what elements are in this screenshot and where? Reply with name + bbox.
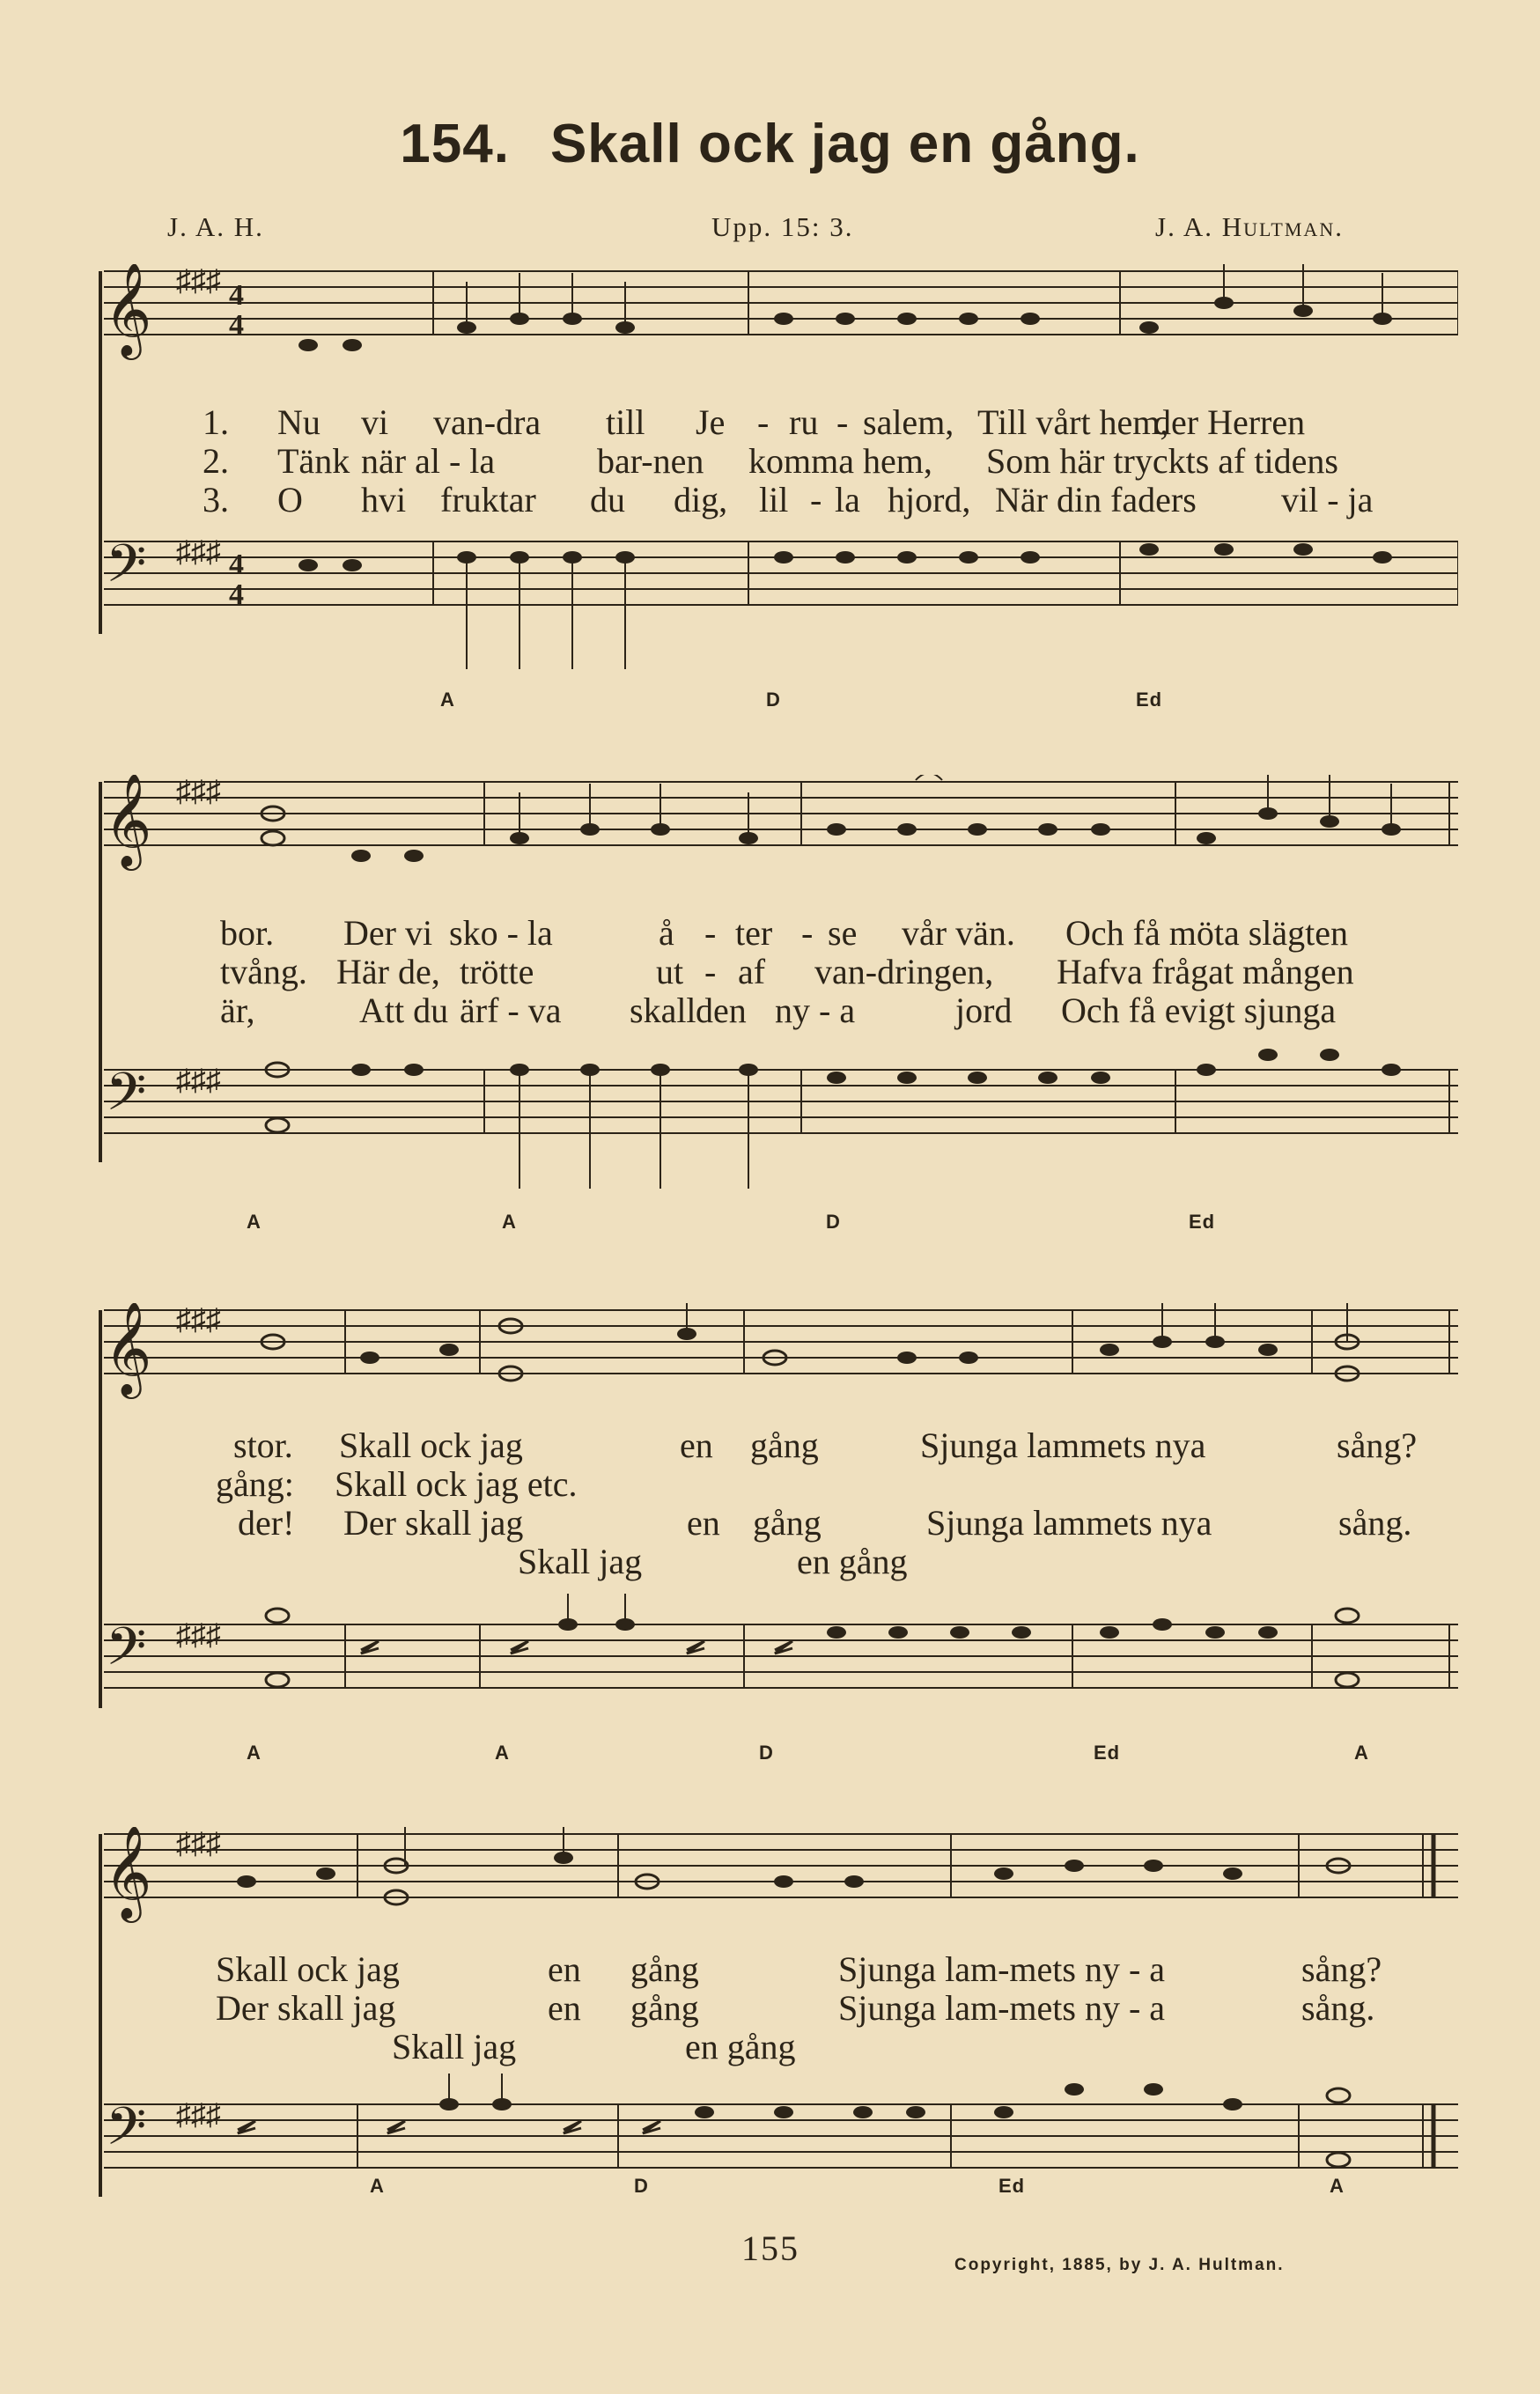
lyric-syllable: - [704,913,717,953]
lyric-syllable: en [680,1425,713,1465]
lyric-syllable: af [738,952,766,991]
svg-text:4: 4 [229,309,244,342]
lyric-syllable: ny - a [775,991,856,1030]
svg-text:♯♯♯: ♯♯♯ [176,1304,221,1337]
lyric-syllable: en gång [797,1542,908,1581]
lyric-syllable: fruktar [440,480,536,519]
chord-label: Ed [1189,1211,1216,1233]
lyric-syllable: Sjunga lam-mets ny - a [838,1949,1166,1989]
lyric-syllable: till [606,402,645,442]
lyric-syllable: - [810,480,822,519]
lyric-syllable: å [659,913,674,953]
svg-text:𝄞: 𝄞 [104,1827,152,1919]
lyric-syllable: sång? [1337,1425,1418,1465]
lyric-syllable: Sjunga lam-mets ny - a [838,1988,1166,2028]
lyric-syllable: se [828,913,858,953]
scripture-reference: Upp. 15: 3. [711,211,854,242]
music-system-2 [97,775,1458,1250]
lyric-syllable: en [687,1503,720,1543]
svg-text:♯♯♯: ♯♯♯ [176,776,221,808]
chord-label: A [247,1211,262,1233]
lyric-syllable: gång [753,1503,822,1543]
lyric-syllable: är, [220,991,255,1030]
hymn-title-line [0,113,1540,175]
lyric-syllable: Sjunga lammets nya [920,1425,1206,1465]
chord-label: A [1330,2175,1345,2197]
lyric-syllable: jord [955,991,1013,1030]
lyric-syllable: O [277,480,303,519]
lyric-syllable: Och få evigt sjunga [1061,991,1337,1030]
lyric-syllable: en gång [685,2027,796,2066]
chord-label: A [495,1742,510,1764]
lyric-syllable: hvi [361,480,407,519]
lyric-syllable: när al - la [361,441,496,481]
lyric-syllable: Skall ock jag etc. [335,1464,578,1504]
lyric-syllable: komma hem, [748,441,932,481]
lyric-syllable: hjord, [888,480,971,519]
svg-text:♯♯♯: ♯♯♯ [176,1828,221,1860]
lyric-syllable: Je [696,402,726,442]
svg-text:4: 4 [229,549,244,581]
lyric-syllable: den [696,991,747,1030]
svg-text:𝄢: 𝄢 [106,533,147,607]
lyric-syllable: Och få möta slägten [1065,913,1348,953]
lyric-syllable: du [590,480,625,519]
music-system-1 [97,264,1458,722]
verse-2-number: 2. [203,441,229,481]
lyric-syllable: stor. [233,1425,293,1465]
lyric-syllable: vi [361,402,389,442]
lyric-syllable: gång [630,1988,699,2028]
lyric-syllable: Der skall jag [216,1988,396,2028]
lyric-syllable: ut [656,952,684,991]
lyric-syllable: ter [735,913,773,953]
lyric-syllable: Här de, [336,952,440,991]
svg-text:𝄞: 𝄞 [104,775,152,866]
lyric-syllable: Skall jag [518,1542,643,1581]
chord-label: A [502,1211,517,1233]
lyric-syllable: der! [238,1503,295,1543]
copyright-notice: Copyright, 1885, by J. A. Hultman. [954,2256,1285,2274]
lyric-syllable: bar-nen [597,441,704,481]
lyric-syllable: gång [750,1425,819,1465]
lyric-syllable: van-dra [433,402,542,442]
lyric-syllable: en [548,1988,581,2028]
lyric-syllable: vil - ja [1281,480,1374,519]
svg-text:♯♯♯: ♯♯♯ [176,1064,221,1097]
lyric-syllable: gång [630,1949,699,1989]
verse-1-number: 1. [203,402,229,442]
lyric-syllable: skall [630,991,696,1030]
chord-label: A [370,2175,385,2197]
lyric-syllable: Der skall jag [343,1503,524,1543]
lyric-syllable: dig, [674,480,728,519]
lyric-syllable: Som här tryckts af tidens [986,441,1338,481]
chord-label: D [759,1742,774,1764]
chord-label: A [1354,1742,1369,1764]
lyric-syllable: ärf - va [460,991,562,1030]
svg-text:𝄞: 𝄞 [104,264,152,356]
lyric-syllable: - [704,952,717,991]
lyric-syllable: tvång. [220,952,307,991]
lyric-syllable: der Herren [1153,402,1306,442]
svg-text:♯♯♯: ♯♯♯ [176,265,221,298]
lyric-syllable: salem, [863,402,954,442]
svg-text:♯♯♯: ♯♯♯ [176,1619,221,1652]
page-number: 155 [741,2228,799,2268]
lyric-syllable: Der vi [343,913,433,953]
chord-label: D [766,689,781,711]
svg-text:♯♯♯: ♯♯♯ [176,2099,221,2132]
lyric-syllable: ru [789,402,819,442]
svg-text:4: 4 [229,578,244,611]
lyric-syllable: la [835,480,860,519]
lyric-syllable: lil [759,480,789,519]
svg-text:𝄢: 𝄢 [106,1061,147,1135]
composer-credit: J. A. Hultman. [1155,211,1344,242]
hymn-number: 154. [400,114,510,174]
svg-text:𝄞: 𝄞 [104,1303,152,1395]
lyric-syllable: en [548,1949,581,1989]
lyric-syllable: - [801,913,814,953]
svg-text:𝄢: 𝄢 [106,2096,147,2169]
lyric-syllable: sång. [1301,1988,1375,2028]
chord-label: A [247,1742,262,1764]
music-system-3 [97,1303,1458,1779]
svg-text:♯♯♯: ♯♯♯ [176,536,221,569]
lyric-syllable: Sjunga lammets nya [926,1503,1212,1543]
lyric-syllable: sång. [1338,1503,1412,1543]
lyric-syllable: När din faders [995,480,1197,519]
lyric-syllable: bor. [220,913,275,953]
lyric-syllable: trötte [460,952,534,991]
lyric-syllable: Nu [277,402,321,442]
lyric-syllable: gång: [216,1464,294,1504]
lyric-syllable: Tänk [277,441,350,481]
lyric-syllable: Skall jag [392,2027,517,2066]
chord-label: D [826,1211,841,1233]
chord-label: D [634,2175,649,2197]
lyric-syllable: - [757,402,770,442]
lyric-syllable: Skall ock jag [216,1949,400,1989]
lyricist-credit: J. A. H. [167,211,264,242]
lyric-syllable: vår vän. [902,913,1015,953]
hymn-title: Skall ock jag en gång. [549,114,1140,174]
svg-text:4: 4 [229,279,244,312]
chord-label: A [440,689,455,711]
lyric-syllable: - [836,402,849,442]
lyric-syllable: sång? [1301,1949,1382,1989]
chord-label: Ed [1136,689,1163,711]
verse-3-number: 3. [203,480,229,519]
lyric-syllable: sko - la [449,913,553,953]
svg-text:𝄢: 𝄢 [106,1616,147,1690]
lyric-syllable: Hafva frågat mången [1057,952,1354,991]
music-system-4 [97,1827,1458,2214]
chord-label: Ed [1094,1742,1121,1764]
lyric-syllable: Skall ock jag [339,1425,523,1465]
chord-label: Ed [998,2175,1026,2197]
lyric-syllable: Till vårt hem, [977,402,1169,442]
lyric-syllable: Att du [359,991,449,1030]
lyric-syllable: van-dringen, [814,952,994,991]
